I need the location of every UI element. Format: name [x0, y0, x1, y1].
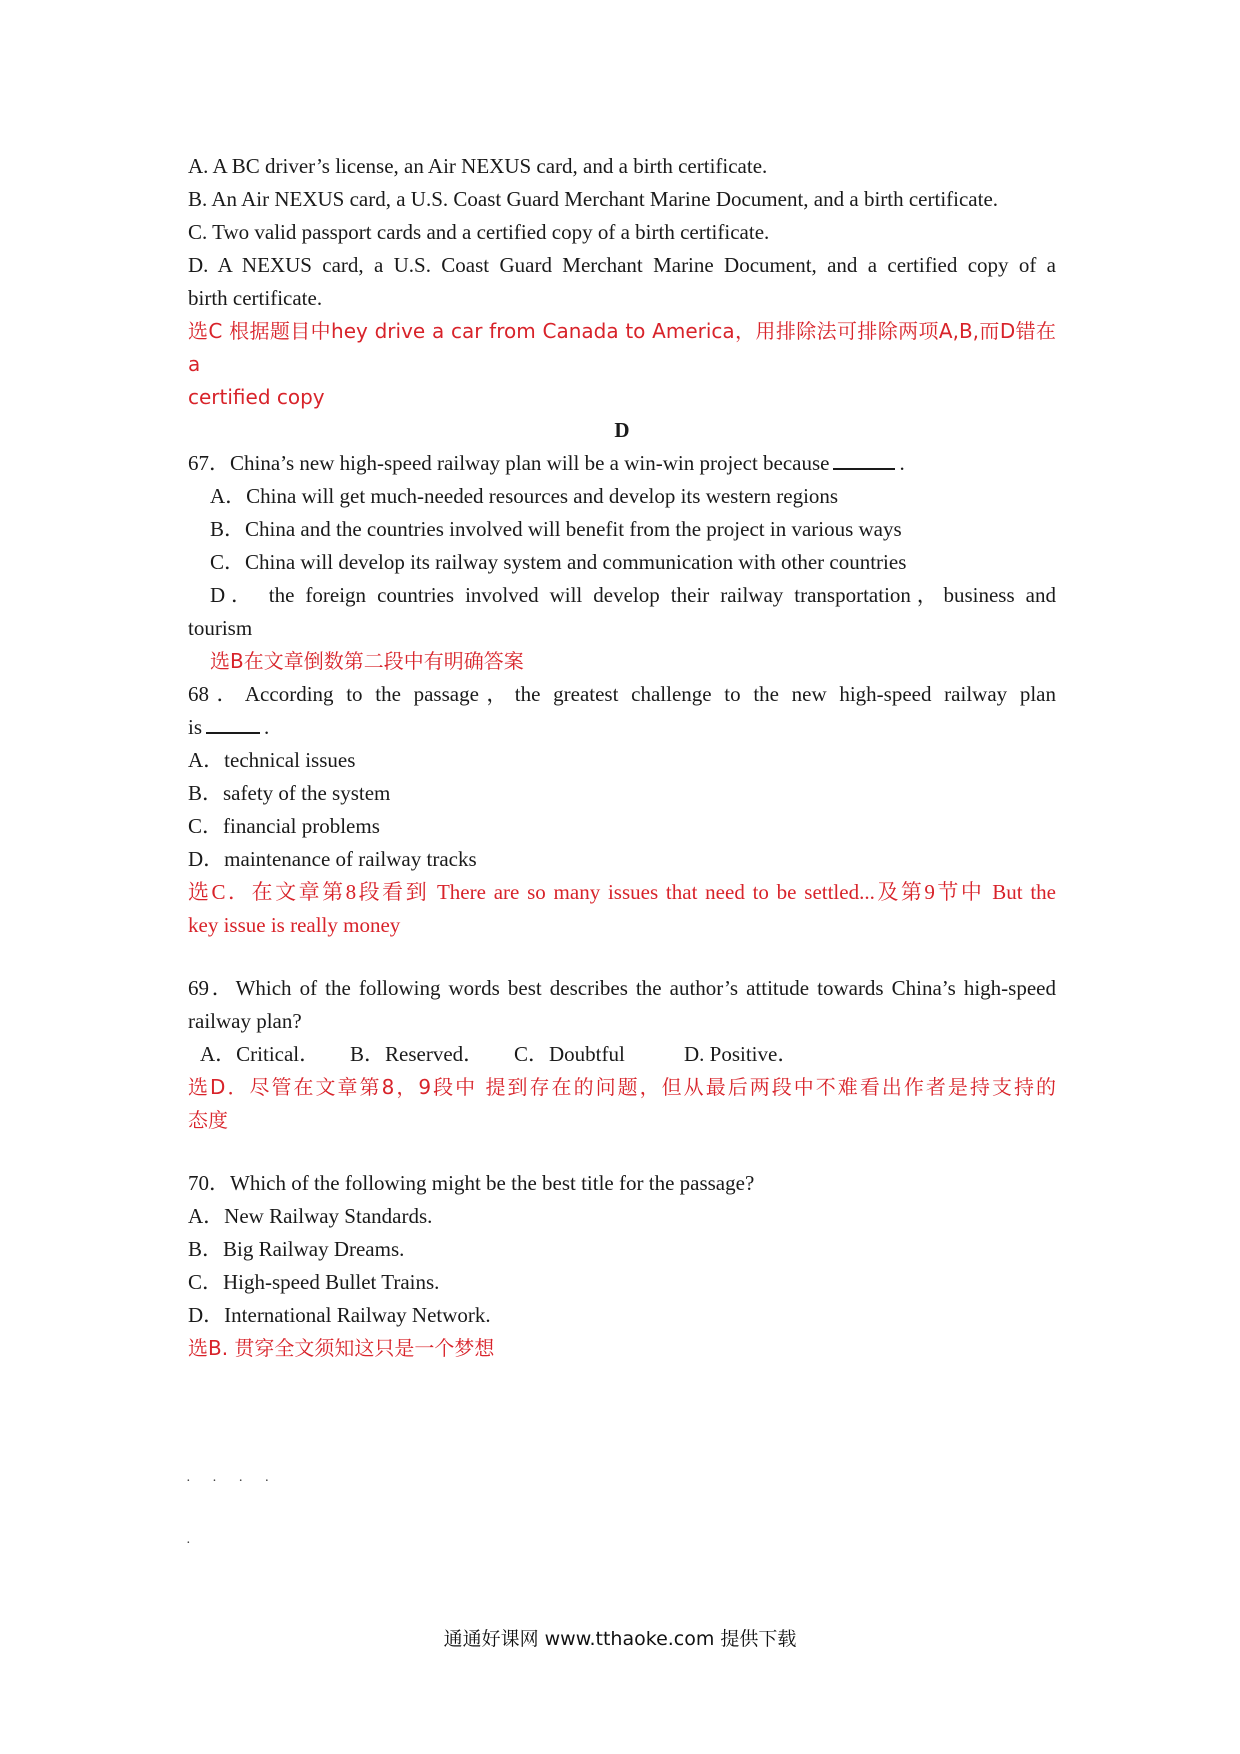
- q69-options: [188, 1038, 1056, 1071]
- q67-option-a: A．China will get much-needed resources and develop its western regions: [210, 484, 839, 508]
- q68-stem-cont: [188, 711, 1056, 744]
- q67-option-d: D． the foreign countries involved will develop their railway transportation，business and: [210, 583, 1056, 607]
- q68-stem-cont-text: is: [188, 715, 203, 739]
- q69-stem-cont: railway plan?: [188, 1009, 302, 1033]
- q68-option-d: D．maintenance of railway tracks: [188, 847, 477, 871]
- q69-answer-line2: 态度: [188, 1108, 228, 1132]
- q68-option-c: C．financial problems: [188, 814, 380, 838]
- q70-option-c: C．High-speed Bullet Trains.: [188, 1270, 440, 1294]
- page-footer: 通通好课网 www.tthaoke.com 提供下载: [443, 1628, 797, 1650]
- spacer: [188, 1137, 1056, 1167]
- q66-option-d: D. A NEXUS card, a U.S. Coast Guard Merchant Marine Document, and a certified copy of a: [188, 253, 1056, 277]
- q69-option-b: B．Reserved．: [350, 1042, 485, 1066]
- q66-option-d-cont: birth certificate.: [188, 286, 323, 310]
- section-label: D: [614, 418, 630, 442]
- q67-option-c: C．China will develop its railway system and communication with other countries: [210, 550, 907, 574]
- q69-option-c: C．Doubtful: [514, 1042, 625, 1066]
- q69-option-a: A．Critical．: [200, 1042, 321, 1066]
- q68-option-b: B．safety of the system: [188, 781, 391, 805]
- q70-answer: 选B. 贯穿全文须知这只是一个梦想: [188, 1336, 495, 1360]
- q66-answer-line1: 选C 根据题目中hey drive a car from Canada to America，用排除法可排除两项A,B,而D错在a: [188, 319, 1056, 376]
- q69-stem: 69．Which of the following words best describes the author’s attitude towards China’s high-speed: [188, 976, 1056, 1000]
- q69-option-d: D. Positive．: [684, 1042, 799, 1066]
- q66-option-c: C. Two valid passport cards and a certified copy of a birth certificate.: [188, 220, 770, 244]
- q70-option-a: A．New Railway Standards.: [188, 1204, 433, 1228]
- q66-option-a: A. A BC driver’s license, an Air NEXUS card, and a birth certificate.: [188, 154, 768, 178]
- q68-answer-line1: 选C．在文章第8段看到 There are so many issues that need to be settled...及第9节中 But the: [188, 880, 1056, 904]
- q67-stem-end: .: [899, 451, 905, 475]
- q70-option-b: B．Big Railway Dreams.: [188, 1237, 405, 1261]
- q68-stem: 68．According to the passage，the greatest challenge to the new high-speed railway plan: [188, 682, 1056, 706]
- answer-blank: [833, 450, 895, 470]
- q69-answer-line1: 选D．尽管在文章第8，9段中 提到存在的问题，但从最后两段中不难看出作者是持支持的: [188, 1075, 1056, 1099]
- q67-option-b: B．China and the countries involved will benefit from the project in various ways: [210, 517, 902, 541]
- page-content: [188, 150, 1056, 1365]
- q66-answer-line2: certified copy: [188, 385, 325, 409]
- answer-blank: [206, 714, 260, 734]
- scan-dot: ·: [186, 1536, 191, 1551]
- q67-option-d-cont: tourism: [188, 616, 253, 640]
- spacer: [188, 942, 1056, 972]
- q70-stem: 70．Which of the following might be the best title for the passage?: [188, 1171, 755, 1195]
- q67-stem-text: 67．China’s new high-speed railway plan will be a win-win project because: [188, 451, 830, 475]
- q68-answer-line2: key issue is really money: [188, 913, 401, 937]
- q67-stem: [188, 447, 1056, 480]
- q67-answer: 选B在文章倒数第二段中有明确答案: [210, 649, 524, 673]
- q68-option-a: A．technical issues: [188, 748, 356, 772]
- q66-option-b: B. An Air NEXUS card, a U.S. Coast Guard Merchant Marine Document, and a birth certificate.: [188, 187, 999, 211]
- q68-stem-end: .: [264, 715, 270, 739]
- scan-dots: · · · ·: [186, 1474, 279, 1489]
- q70-option-d: D．International Railway Network.: [188, 1303, 491, 1327]
